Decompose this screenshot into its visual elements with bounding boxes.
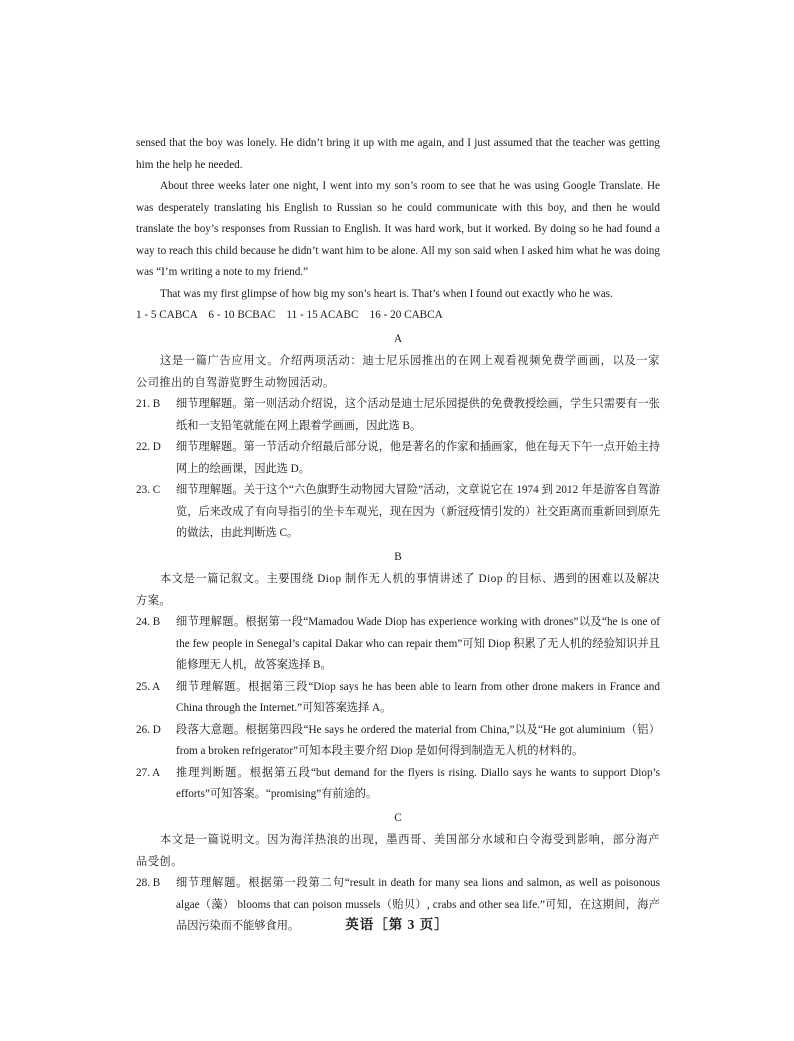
section-heading-b: B: [394, 550, 402, 563]
answer-explanation: 推理判断题。根据第五段“but demand for the flyers is rising. Diallo says he wants to support Diop’s efforts”可知答案。“promising”有前途的。: [176, 766, 660, 800]
answer-explanation: 细节理解题。根据第三段“Diop says he has been able to learn from other drone makers in France and China through the Internet.”可知答案选择 A。: [176, 680, 660, 714]
answer-explanation: 细节理解题。根据第一段第二句“result in death for many sea lions and salmon, as well as poisonous algae（藻） blooms that can poison mussels（贻贝）, crabs and other sea life.”可知，在这期间，海产品因污染而不能够食用。: [176, 877, 660, 932]
answer-item-22: [136, 437, 660, 480]
page-footer: 英语［第 3 页］: [345, 917, 449, 932]
section-heading-a: A: [393, 332, 403, 345]
answer-item-27: [136, 763, 660, 806]
section-heading-c: C: [394, 811, 402, 824]
answer-key-line: 1 - 5 CABCA 6 - 10 BCBAC 11 - 15 ACABC 16 - 20 CABCA: [136, 309, 443, 321]
passage-paragraph-3: That was my first glimpse of how big my son’s heart is. That’s when I found out exactly who he was.: [160, 287, 613, 300]
answer-item-25: [136, 677, 660, 720]
section-summary-c: 本文是一篇说明文。因为海洋热浪的出现，墨西哥、美国部分水域和白令海受到影响，部分海产品受创。: [136, 834, 660, 868]
page-content: [136, 133, 660, 938]
answer-number: 23. C: [136, 484, 161, 496]
answer-number: 27. A: [136, 766, 161, 779]
answer-item-21: [136, 394, 660, 437]
answer-number: 25. A: [136, 680, 161, 693]
answer-number: 26. D: [136, 723, 161, 736]
answer-item-23: [136, 480, 660, 545]
passage-paragraph-1: sensed that the boy was lonely. He didn’t bring it up with me again, and I just assumed that the teacher was getting him the help he needed.: [136, 137, 660, 171]
answer-number: 21. B: [136, 398, 161, 410]
answer-explanation: 细节理解题。关于这个“六色旗野生动物园大冒险”活动，文章说它在 1974 到 2012 年是游客自驾游览，后来改成了有向导指引的坐卡车观光，现在因为（新冠疫情引发的）社交距离而重新回到原先的做法，由此判断选 C。: [176, 484, 660, 539]
answer-explanation: 段落大意题。根据第四段“He says he ordered the material from China,”以及“He got aluminium（铝） from a broken refrigerator”可知本段主要介绍 Diop 是如何得到制造无人机的材料的。: [176, 723, 660, 757]
passage-paragraph-2: About three weeks later one night, I went into my son’s room to see that he was using Google Translate. He was desperately translating his English to Russian so he could communicate with this boy, and then he would translate the boy’s responses from Russian to English. It was hard work, but it worked. By doing so he had found a way to reach this child because he didn’t want him to be alone. All my son said when I asked him what he was doing was “I’m writing a note to my friend.”: [136, 180, 660, 278]
answer-explanation: 细节理解题。第一则活动介绍说，这个活动是迪士尼乐园提供的免费教授绘画，学生只需要有一张纸和一支铅笔就能在网上跟着学画画，因此选 B。: [176, 398, 660, 432]
answer-explanation: 细节理解题。根据第一段“Mamadou Wade Diop has experience working with drones”以及“he is one of the few people in Senegal’s capital Dakar who can repair them”可知 Diop 积累了无人机的经验知识并且能修理无人机，故答案选择 B。: [176, 616, 660, 671]
answer-number: 28. B: [136, 877, 161, 889]
section-summary-a: 这是一篇广告应用文。介绍两项活动：迪士尼乐园推出的在网上观看视频免费学画画，以及一家公司推出的自驾游览野生动物园活动。: [136, 355, 660, 389]
answer-explanation: 细节理解题。第一节活动介绍最后部分说，他是著名的作家和插画家，他在每天下午一点开始主持网上的绘画课，因此选 D。: [176, 441, 660, 475]
section-summary-b: 本文是一篇记叙文。主要围绕 Diop 制作无人机的事情讲述了 Diop 的目标、遇到的困难以及解决方案。: [136, 573, 660, 607]
answer-item-24: [136, 612, 660, 677]
answer-item-26: [136, 720, 660, 763]
answer-number: 24. B: [136, 616, 161, 628]
answer-number: 22. D: [136, 441, 161, 453]
